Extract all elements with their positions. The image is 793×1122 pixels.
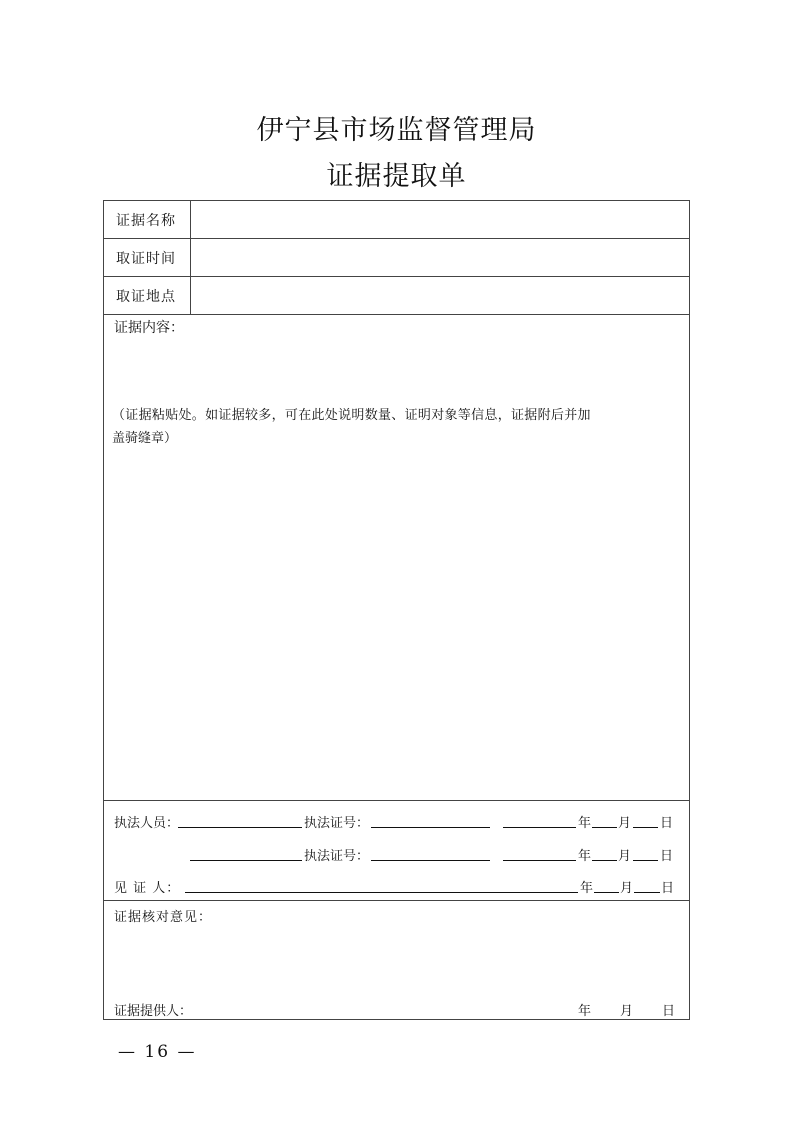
verification-day: 日 — [662, 1004, 676, 1019]
cert-number-label-2: 执法证号： — [304, 849, 370, 864]
collection-time-label: 取证时间 — [116, 251, 176, 267]
verification-opinion-label: 证据核对意见： — [114, 910, 213, 925]
evidence-paste-note-line-1: （证据粘贴处。如证据较多，可在此处说明数量、证明对象等信息，证据附后并加 — [112, 408, 591, 423]
date-1-day: 日 — [660, 816, 674, 831]
date-2-year-line[interactable] — [503, 860, 576, 861]
evidence-provider-label: 证据提供人： — [114, 1004, 193, 1019]
cert-number-1-line[interactable] — [371, 827, 490, 828]
officer-label: 执法人员： — [114, 816, 180, 831]
evidence-content-label: 证据内容： — [114, 320, 184, 336]
verification-year: 年 — [578, 1004, 592, 1019]
organization-title: 伊宁县市场监督管理局 — [256, 115, 537, 146]
page-number: — 16 — — [118, 1042, 197, 1062]
collection-place-label: 取证地点 — [116, 289, 176, 305]
date-3-month-line[interactable] — [594, 892, 619, 893]
date-1-day-line[interactable] — [633, 827, 658, 828]
evidence-paste-area[interactable] — [105, 450, 688, 798]
officer-1-signature-line[interactable] — [178, 827, 302, 828]
row-divider — [103, 238, 690, 239]
evidence-name-label: 证据名称 — [116, 213, 176, 229]
witness-signature-line[interactable] — [185, 892, 578, 893]
row-divider — [103, 276, 690, 277]
officer-2-signature-line[interactable] — [190, 860, 302, 861]
witness-label: 见 证 人： — [114, 881, 181, 896]
date-2-month: 月 — [618, 849, 632, 864]
date-1-month: 月 — [618, 816, 632, 831]
row-divider — [103, 314, 690, 315]
date-3-day-line[interactable] — [634, 892, 660, 893]
form-title: 证据提取单 — [326, 161, 467, 192]
date-3-day: 日 — [661, 881, 675, 896]
row-divider — [103, 900, 690, 901]
cert-number-2-line[interactable] — [371, 860, 490, 861]
date-2-year: 年 — [578, 849, 592, 864]
date-1-year: 年 — [578, 816, 592, 831]
date-2-day: 日 — [660, 849, 674, 864]
date-1-month-line[interactable] — [592, 827, 617, 828]
collection-time-field[interactable] — [192, 240, 688, 274]
date-3-month: 月 — [620, 881, 634, 896]
column-divider — [190, 200, 191, 314]
evidence-name-field[interactable] — [192, 202, 688, 236]
date-2-month-line[interactable] — [592, 860, 617, 861]
collection-place-field[interactable] — [192, 278, 688, 312]
row-divider — [103, 800, 690, 801]
date-2-day-line[interactable] — [633, 860, 658, 861]
verification-opinion-area[interactable] — [105, 925, 688, 990]
verification-month: 月 — [620, 1004, 634, 1019]
date-1-year-line[interactable] — [503, 827, 576, 828]
evidence-paste-note-line-2: 盖骑缝章） — [112, 431, 178, 446]
cert-number-label-1: 执法证号： — [304, 816, 370, 831]
date-3-year: 年 — [580, 881, 594, 896]
